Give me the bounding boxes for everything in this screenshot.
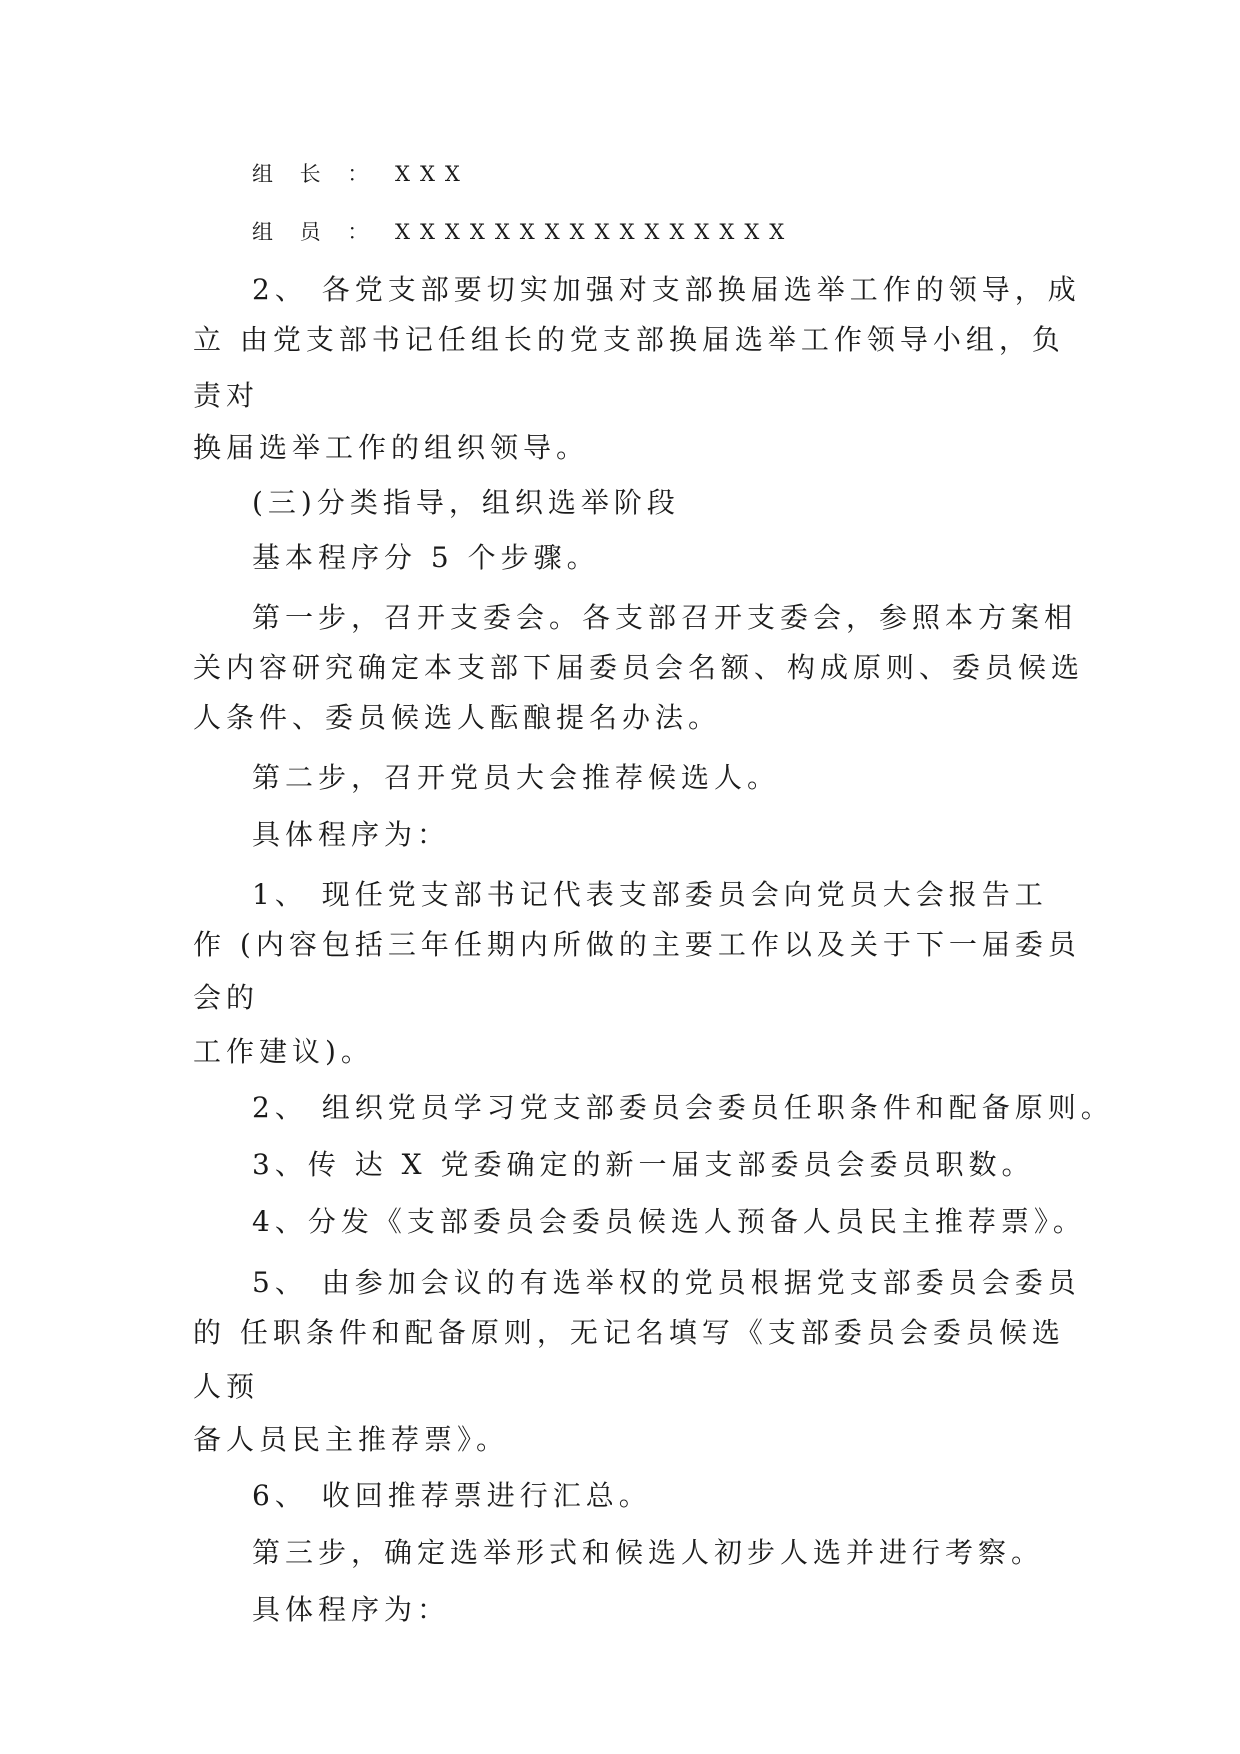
paragraph-line: 的 任职条件和配备原则，无记名填写《支部委员会委员候选 (193, 1316, 1065, 1349)
paragraph-line: 换届选举工作的组织领导。 (193, 431, 590, 464)
paragraph-line: 具体程序为： (252, 818, 451, 851)
paragraph-line: 会的 (193, 981, 260, 1014)
paragraph-line: 具体程序为： (252, 1593, 451, 1626)
paragraph-line: 2、 组织党员学习党支部委员会委员任职条件和配备原则。 (252, 1091, 1114, 1124)
paragraph-line: 人预 (193, 1370, 260, 1403)
team-members-line: 组 员 ： XXXXXXXXXXXXXXXX (252, 220, 795, 244)
paragraph-line: 5、 由参加会议的有选举权的党员根据党支部委员会委员 (252, 1266, 1081, 1299)
paragraph-line: 第三步，确定选举形式和候选人初步人选并进行考察。 (252, 1536, 1045, 1569)
paragraph-line: 2、 各党支部要切实加强对支部换届选举工作的领导，成 (252, 273, 1081, 306)
paragraph-line: 人条件、委员候选人酝酿提名办法。 (193, 701, 722, 734)
paragraph-line: 关内容研究确定本支部下届委员会名额、构成原则、委员候选 (193, 651, 1085, 684)
paragraph-line: 6、 收回推荐票进行汇总。 (252, 1479, 652, 1512)
paragraph-line: 作 (内容包括三年任期内所做的主要工作以及关于下一届委员 (193, 928, 1081, 961)
paragraph-line: 备人员民主推荐票》。 (193, 1423, 510, 1456)
paragraph-line: 1、 现任党支部书记代表支部委员会向党员大会报告工 (252, 878, 1048, 911)
paragraph-line: 第一步，召开支委会。各支部召开支委会，参照本方案相 (252, 601, 1078, 634)
paragraph-line: 工作建议)。 (193, 1035, 374, 1068)
paragraph-line: 责对 (193, 379, 260, 412)
paragraph-line: 基本程序分 5 个步骤。 (252, 541, 600, 574)
paragraph-line: 3、传 达 X 党委确定的新一届支部委员会委员职数。 (252, 1148, 1035, 1181)
section-heading: (三)分类指导，组织选举阶段 (252, 486, 680, 519)
paragraph-line: 第二步，召开党员大会推荐候选人。 (252, 761, 781, 794)
paragraph-line: 立 由党支部书记任组长的党支部换届选举工作领导小组，负 (193, 323, 1065, 356)
paragraph-line: 4、分发《支部委员会委员候选人预备人员民主推荐票》。 (252, 1205, 1086, 1238)
team-leader-line: 组 长 ： XXX (252, 162, 470, 186)
